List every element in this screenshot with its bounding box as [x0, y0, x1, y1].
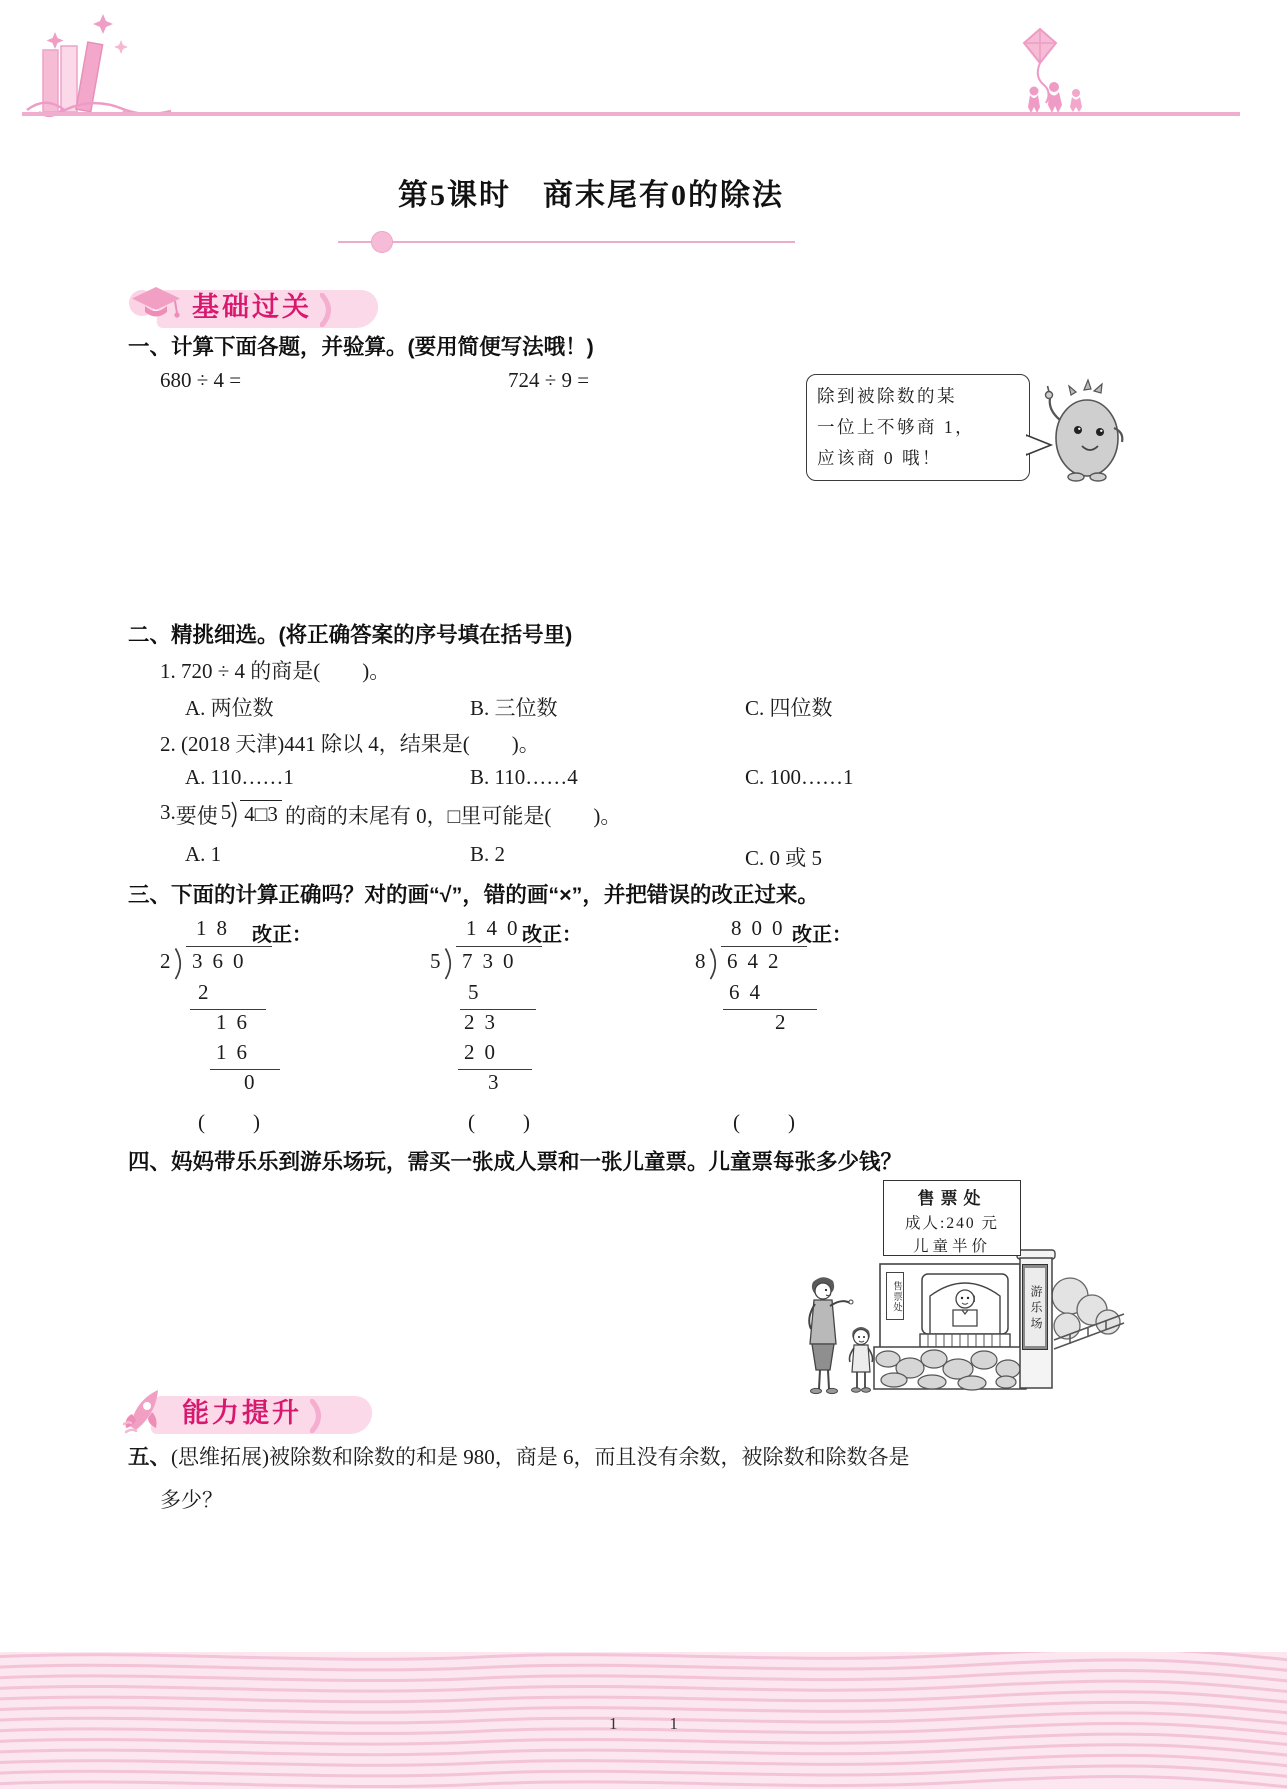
- badge-swoosh-icon: [320, 293, 336, 327]
- q3-prompt: 下面的计算正确吗？对的画“√”，错的画“×”，并把错误的改正过来。: [171, 883, 819, 907]
- option-b: B. 110……4: [470, 765, 578, 789]
- dividend: 730: [456, 946, 542, 980]
- inline-dividend: 4□3: [240, 800, 282, 827]
- work-step: 2: [190, 980, 266, 1010]
- division-curve-icon: [231, 801, 240, 828]
- q5-tag: (思维拓展): [171, 1445, 270, 1469]
- long-division-1: [160, 916, 280, 1136]
- q3-number: 三、: [128, 883, 172, 907]
- q5-number: 五、: [128, 1445, 172, 1469]
- q1-expression-1: 680 ÷ 4 =: [160, 368, 242, 392]
- q4-number: 四、: [128, 1150, 172, 1174]
- dividend: 360: [186, 946, 272, 980]
- sign-title: 售票处: [917, 1189, 987, 1208]
- page-number-left: 1: [609, 1714, 618, 1733]
- quotient: 140: [466, 916, 528, 940]
- divisor: 5: [430, 949, 441, 973]
- correction-label-3: 改正：: [792, 924, 852, 946]
- section-advanced-badge: [122, 1384, 326, 1436]
- books-and-stars-ornament-icon: [25, 12, 175, 117]
- amusement-park-sign: [1022, 1264, 1048, 1350]
- q5-text-line-2: 多少？: [160, 1488, 223, 1512]
- divisor: 2: [160, 949, 171, 973]
- work-step: 0: [244, 1070, 265, 1094]
- work-step: 16: [210, 1040, 280, 1070]
- work-step: 20: [458, 1040, 532, 1070]
- q2-item-3: [160, 800, 621, 830]
- long-division-3: [695, 916, 817, 1136]
- option-b: B. 2: [470, 842, 506, 866]
- division-bracket: [695, 946, 817, 980]
- q5-text: 被除数和除数的和是 980，商是 6，而且没有余数，被除数和除数各是: [269, 1445, 910, 1469]
- mother-figure: [809, 1277, 853, 1393]
- bushes: [1052, 1278, 1120, 1339]
- division-bracket: [430, 946, 542, 980]
- hint-line-2: 一位上不够商 1，: [817, 417, 976, 437]
- work-step: 16: [216, 1010, 257, 1034]
- answer-slot: ( ): [733, 1110, 797, 1134]
- q4-heading: [128, 1145, 902, 1176]
- work-step: 64: [723, 980, 817, 1010]
- q2-item-1: [160, 655, 390, 685]
- option-a: A. 两位数: [185, 696, 274, 720]
- q1-heading: [128, 330, 594, 361]
- rocket-icon: [122, 1386, 174, 1434]
- kite-and-family-ornament-icon: [1008, 25, 1103, 115]
- header-divider: [22, 112, 1240, 116]
- child-figure: [850, 1327, 873, 1392]
- graduation-cap-icon: [128, 281, 184, 327]
- division-curve-icon: [174, 948, 186, 980]
- quotient: 800: [731, 916, 793, 940]
- item-text-before: 要使: [175, 804, 218, 828]
- work-step: 3: [488, 1070, 509, 1094]
- page-number-right: 1: [669, 1714, 678, 1733]
- section-basic-label: 基础过关: [192, 291, 312, 322]
- item-text-after: 的商的末尾有 0，□里可能是( )。: [284, 804, 622, 828]
- item-number: 2.: [160, 732, 181, 756]
- answer-slot: ( ): [468, 1110, 532, 1134]
- page-numbers: [0, 1714, 1287, 1734]
- title-dot-icon: [371, 231, 393, 253]
- item-text: (2018 天津)441 除以 4，结果是( )。: [181, 732, 540, 756]
- q2-prompt: 精挑细选。(将正确答案的序号填在括号里): [171, 623, 573, 647]
- footer-band: [0, 1652, 1287, 1789]
- option-a: A. 110……1: [185, 765, 294, 789]
- q4-prompt: 妈妈带乐乐到游乐场玩，需买一张成人票和一张儿童票。儿童票每张多少钱？: [171, 1150, 903, 1174]
- correction-label-2: 改正：: [522, 924, 582, 946]
- long-division-2: [430, 916, 542, 1136]
- q1-number: 一、: [128, 335, 172, 359]
- mascot-character-icon: [1040, 376, 1132, 488]
- work-step: 5: [460, 980, 536, 1010]
- section-advanced-label: 能力提升: [182, 1397, 302, 1428]
- hint-line-3: 应该商 0 哦！: [817, 448, 942, 468]
- q2-item-2-options: [185, 765, 1125, 795]
- option-a: A. 1: [185, 842, 222, 866]
- q2-item-1-options: [185, 692, 1125, 722]
- dividend: 642: [721, 946, 807, 980]
- option-c: C. 0 或 5: [745, 846, 823, 870]
- ticket-office-sign: [883, 1180, 1021, 1256]
- answer-slot: ( ): [198, 1110, 262, 1134]
- q1-expression-2: 724 ÷ 9 =: [508, 368, 590, 392]
- division-curve-icon: [709, 948, 721, 980]
- item-number: 1.: [160, 659, 181, 683]
- hint-line-1: 除到被除数的某: [817, 386, 957, 406]
- badge-swoosh-icon: [310, 1399, 326, 1433]
- q3-heading: [128, 878, 819, 909]
- division-curve-icon: [444, 948, 456, 980]
- q5-heading: [128, 1440, 910, 1471]
- quotient: 18: [196, 916, 237, 940]
- division-bracket: [160, 946, 280, 980]
- section-basic-badge: [128, 278, 336, 330]
- work-step: 23: [464, 1010, 505, 1034]
- ticket-booth-illustration: [770, 1178, 1170, 1406]
- page-title: 第5课时 商末尾有0的除法: [398, 179, 784, 212]
- hint-bubble: [806, 374, 1030, 481]
- item-text: 720 ÷ 4 的商是( )。: [181, 659, 391, 683]
- q2-item-2: [160, 728, 540, 758]
- work-step: 2: [775, 1010, 796, 1034]
- booth-small-sign: 售票处: [886, 1272, 904, 1320]
- option-c: C. 四位数: [745, 696, 833, 720]
- sign-child-price: 儿童半价: [912, 1238, 991, 1255]
- divisor: 8: [695, 949, 706, 973]
- option-b: B. 三位数: [470, 696, 558, 720]
- q2-heading: [128, 618, 572, 649]
- sign-adult-price: 成人:240 元: [905, 1215, 999, 1232]
- q2-number: 二、: [128, 623, 172, 647]
- q1-prompt: 计算下面各题，并验算。(要用简便写法哦！): [171, 335, 594, 359]
- correction-label-1: 改正：: [252, 924, 312, 946]
- title-underline: [338, 241, 795, 243]
- inline-division: [221, 800, 282, 828]
- option-c: C. 100……1: [745, 765, 854, 789]
- inline-divisor: 5: [220, 800, 232, 824]
- q2-item-3-options: [185, 842, 1125, 872]
- item-number: 3.: [160, 800, 176, 824]
- park-sign-text: 游乐场: [1025, 1268, 1045, 1346]
